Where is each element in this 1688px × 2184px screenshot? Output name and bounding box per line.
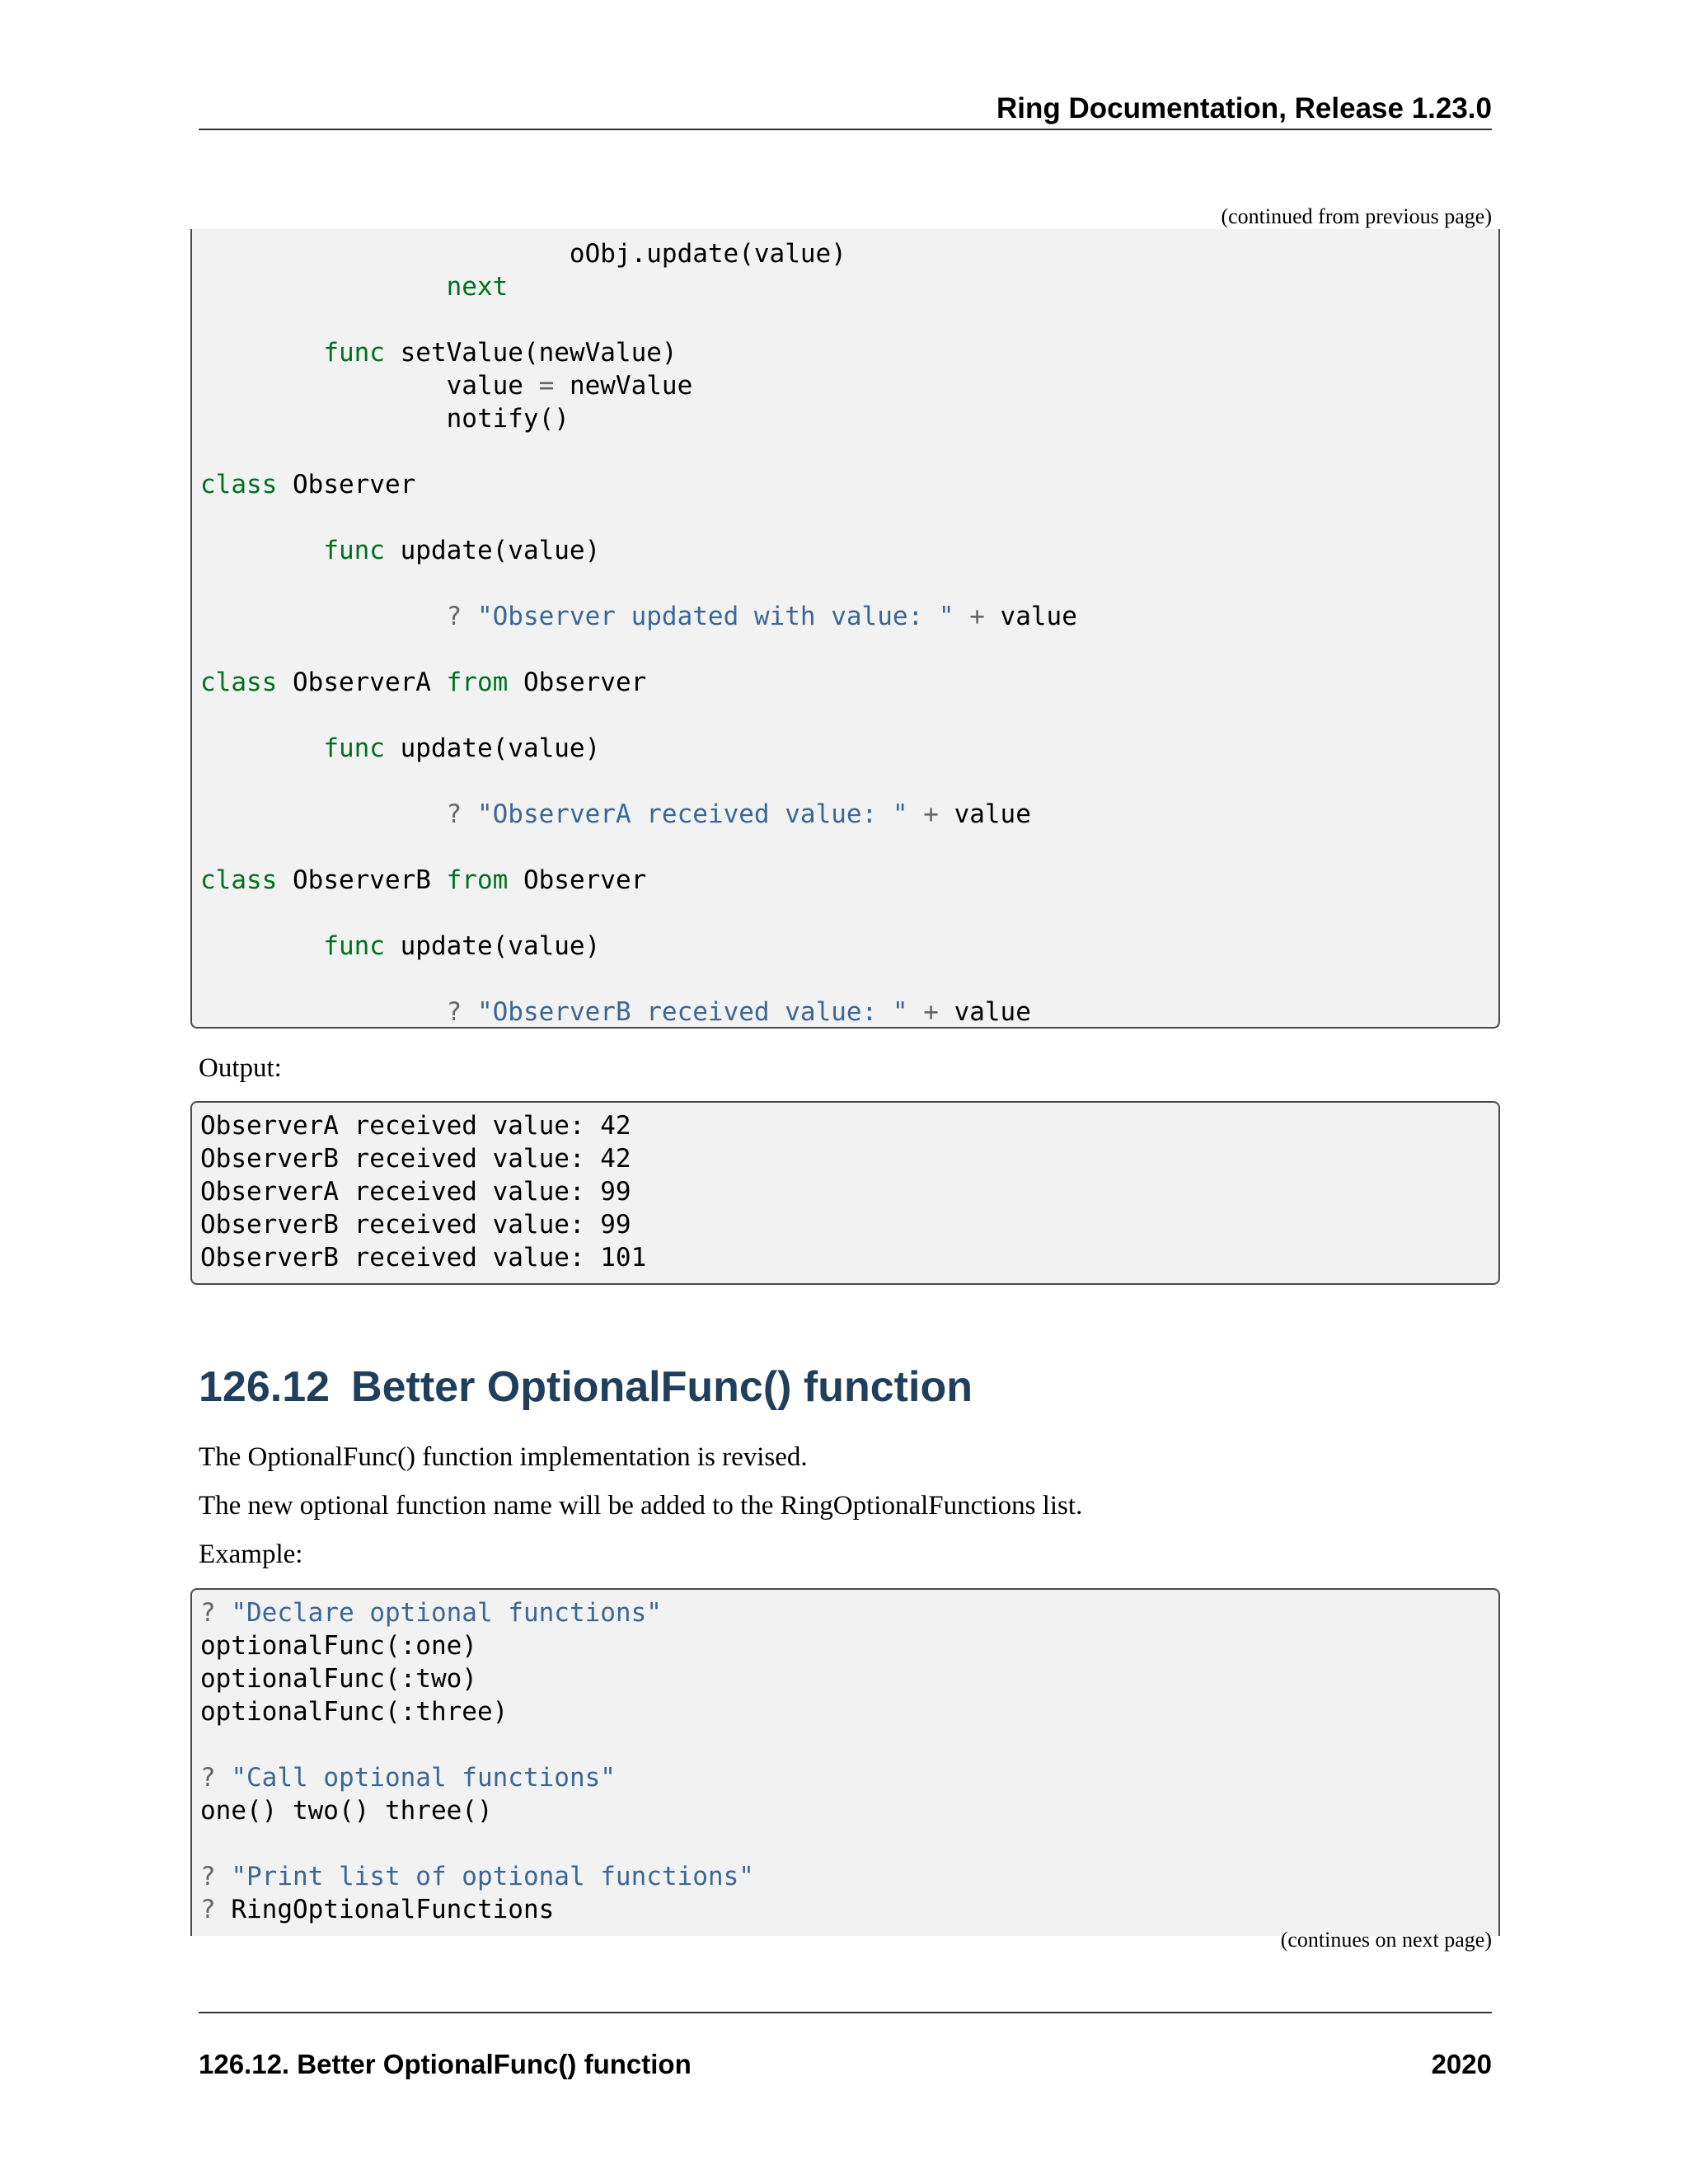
code-keyword: func — [323, 733, 385, 763]
code-text — [200, 536, 323, 565]
output-label: Output: — [199, 1053, 282, 1083]
continues-on-note: (continues on next page) — [1280, 1928, 1492, 1952]
code-line — [200, 600, 1498, 633]
code-text — [200, 799, 447, 829]
code-text: ObserverA — [277, 668, 447, 697]
code-line — [200, 468, 1498, 501]
code-text — [200, 733, 323, 763]
code-line — [200, 1695, 1498, 1728]
code-string: "Observer updated with value: " — [476, 602, 954, 631]
code-string: "Call optional functions" — [231, 1763, 616, 1793]
code-text: value — [938, 997, 1031, 1027]
code-text: value — [938, 799, 1031, 829]
code-text: value — [200, 371, 539, 401]
code-text — [200, 338, 323, 368]
code-operator: + — [923, 799, 939, 829]
code-text — [908, 799, 924, 829]
output-line: ObserverA received value: 42 — [200, 1111, 631, 1141]
output-line: ObserverB received value: 42 — [200, 1144, 631, 1174]
section-title: Better OptionalFunc() function — [351, 1363, 973, 1411]
code-operator: + — [969, 602, 985, 631]
document-title: Ring Documentation, Release 1.23.0 — [996, 92, 1492, 124]
code-string: "Declare optional functions" — [231, 1598, 662, 1628]
code-line — [200, 270, 1498, 303]
code-text — [462, 799, 477, 829]
code-line — [200, 567, 1498, 600]
code-operator: ? — [446, 602, 462, 631]
code-line — [200, 864, 1498, 897]
code-line — [200, 963, 1498, 996]
code-line — [200, 336, 1498, 369]
code-keyword: func — [323, 338, 385, 368]
output-line: ObserverB received value: 99 — [200, 1210, 631, 1240]
code-text: Observer — [508, 865, 647, 895]
code-text: RingOptionalFunctions — [215, 1895, 555, 1924]
code-string: "ObserverB received value: " — [476, 997, 908, 1027]
footer-section: 126.12. Better OptionalFunc() function — [199, 2049, 692, 2079]
code-text: oObj.update(value) — [200, 239, 846, 269]
code-line — [200, 1827, 1498, 1860]
code-text: Observer — [277, 470, 416, 499]
code-line — [200, 534, 1498, 567]
code-keyword: from — [446, 668, 509, 697]
section-number: 126.12 — [199, 1363, 331, 1411]
code-keyword: func — [323, 931, 385, 961]
code-line — [200, 699, 1498, 732]
code-text — [462, 997, 477, 1027]
code-operator: ? — [200, 1763, 216, 1793]
code-line — [200, 732, 1498, 765]
code-line — [200, 666, 1498, 699]
code-line — [200, 402, 1498, 435]
code-line — [200, 996, 1498, 1029]
code-keyword: class — [200, 668, 278, 697]
code-line — [200, 1629, 1498, 1662]
code-line — [200, 1860, 1498, 1893]
code-text — [908, 997, 924, 1027]
footer-rule — [199, 2012, 1492, 2013]
code-operator: ? — [200, 1895, 216, 1924]
code-text: optionalFunc(:two) — [200, 1664, 477, 1694]
code-text: optionalFunc(:one) — [200, 1631, 477, 1661]
output-line: ObserverB received value: 101 — [200, 1243, 647, 1272]
code-line — [200, 1893, 1498, 1926]
code-block-optional-func — [190, 1588, 1500, 1936]
code-text: newValue — [554, 371, 693, 401]
code-text: ObserverB — [277, 865, 447, 895]
code-text: update(value) — [384, 536, 601, 565]
section-heading — [199, 1362, 973, 1412]
code-operator: ? — [446, 799, 462, 829]
code-line — [200, 798, 1498, 831]
code-text — [216, 1598, 232, 1628]
code-line — [200, 831, 1498, 864]
code-keyword: func — [323, 536, 385, 565]
code-operator: ? — [200, 1862, 216, 1891]
code-string: "ObserverA received value: " — [476, 799, 908, 829]
code-operator: = — [538, 371, 555, 401]
code-operator: ? — [446, 997, 462, 1027]
code-keyword: next — [446, 272, 509, 302]
code-line — [200, 501, 1498, 534]
code-keyword: class — [200, 865, 278, 895]
code-text — [200, 602, 447, 631]
code-line — [200, 633, 1498, 666]
output-block — [190, 1101, 1500, 1285]
code-string: "Print list of optional functions" — [231, 1862, 754, 1891]
code-text: value — [984, 602, 1077, 631]
code-line — [200, 897, 1498, 930]
page-number: 2020 — [1431, 2049, 1492, 2079]
continued-from-note: (continued from previous page) — [1221, 204, 1492, 228]
code-line — [200, 435, 1498, 468]
code-line — [200, 369, 1498, 402]
code-line — [200, 930, 1498, 963]
output-line: ObserverA received value: 99 — [200, 1177, 631, 1207]
code-text: Observer — [508, 668, 647, 697]
code-text: notify() — [200, 404, 570, 434]
code-text: update(value) — [384, 931, 601, 961]
code-line — [200, 1794, 1498, 1827]
code-text — [216, 1763, 232, 1793]
paragraph-example-label: Example: — [199, 1540, 303, 1569]
paragraph-detail: The new optional function name will be added to the RingOptionalFunctions list. — [199, 1491, 1083, 1521]
code-line — [200, 1761, 1498, 1794]
code-operator: + — [923, 997, 939, 1027]
code-text — [216, 1862, 232, 1891]
code-text — [200, 997, 447, 1027]
code-text: setValue(newValue) — [384, 338, 678, 368]
code-line — [200, 303, 1498, 336]
code-text: update(value) — [384, 733, 601, 763]
paragraph-intro: The OptionalFunc() function implementation is revised. — [199, 1442, 808, 1472]
code-text — [954, 602, 970, 631]
code-text — [200, 931, 323, 961]
code-text — [462, 602, 477, 631]
code-keyword: from — [446, 865, 509, 895]
code-line — [200, 1728, 1498, 1761]
code-operator: ? — [200, 1598, 216, 1628]
code-line — [200, 1596, 1498, 1629]
code-line — [200, 765, 1498, 798]
code-text: optionalFunc(:three) — [200, 1697, 509, 1727]
code-line — [200, 237, 1498, 270]
code-text: one() two() three() — [200, 1796, 493, 1825]
code-text — [200, 272, 447, 302]
code-line — [200, 1662, 1498, 1695]
code-block-observer — [190, 229, 1500, 1029]
header-rule — [199, 129, 1492, 130]
code-keyword: class — [200, 470, 278, 499]
